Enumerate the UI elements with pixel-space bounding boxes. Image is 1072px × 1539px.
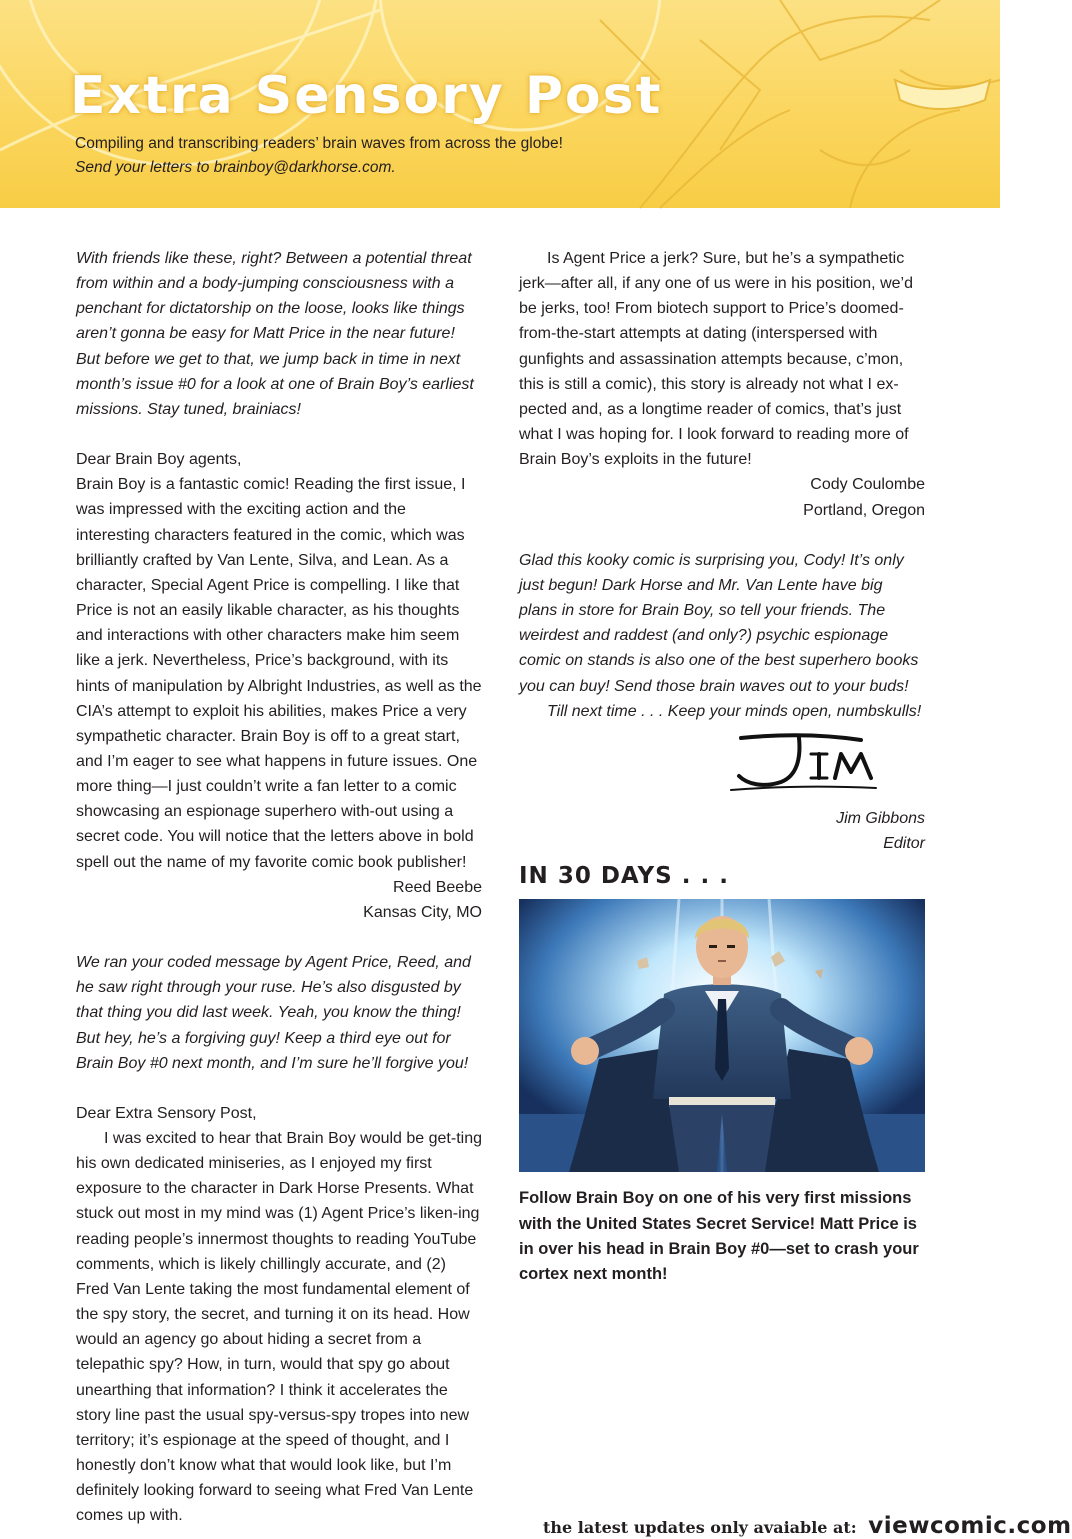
letter-2-paragraph-1: I was excited to hear that Brain Boy would be get-ting his own dedicated miniseries, as I enjoyed my first exposure to the character in Dark Horse Presents. What stuck out most in my mind was (1) Agent Price’s liken-ing reading people’s innermost thoughts to reading YouTube comments, which is likely chillingly accurate, and (2) Fred Van Lente taking the most fundamental element of the spy story, the secret, and turning it on its head. How would an agency go about hiding a secret from a telepathic spy? How, in turn, would that spy go about unearthing that information? I think it accelerates the story line past the usual spy-versus-spy tropes into new territory; it’s espionage at the speed of thought, and I honestly don’t know what that would look like, but I’m definitely looking forward to seeing what Fred Van Lente comes up with. [76,1130,482,1525]
banner-subtitle: Compiling and transcribing readers’ brain waves from across the globe! [75,135,563,152]
letter-2-location: Portland, Oregon [803,501,925,519]
footer-notice-text: the latest updates only avaiable at: [543,1518,857,1537]
right-column [519,246,925,1287]
footer-site-link[interactable]: viewcomic.com [868,1513,1072,1539]
editor-reply-2: Glad this kooky comic is surprising you, Cody! It’s only just begun! Dark Horse and Mr. Van Lente have big plans in store for Brain Boy, so tell your friends. The weirdest and raddest (and only?) psychic espionage comic on stands is also one of the best superhero books you can buy! Send those brain waves out to your buds! [519,551,919,695]
letter-1-location: Kansas City, MO [363,903,482,921]
letter-1-salutation: Dear Brain Boy agents, [76,451,242,469]
editor-intro: With friends like these, right? Between a potential threat from within and a body-jumping consciousness with a penchant for dictatorship on the loose, looks like things aren’t gonna be easy for Matt Price in the near future! But before we get to that, we jump back in time in next month’s issue #0 for a look at one of Brain Boy’s earliest missions. Stay tuned, brainiacs! [76,250,474,418]
letter-2-author: Cody Coulombe [810,476,925,494]
handwritten-signature-mark [711,728,891,798]
editor-signoff: Till next time . . . Keep your minds open, numbskulls! [547,702,922,720]
editor-signature [519,724,925,806]
page-header-banner [0,0,1000,208]
letter-1-author: Reed Beebe [393,878,482,896]
left-column [76,246,482,1529]
letter-2-salutation: Dear Extra Sensory Post, [76,1104,257,1122]
editor-reply-1: We ran your coded message by Agent Price, Reed, and he saw right through your ruse. He’s also disgusted by that thing you did last week. Yeah, you know the thing! But hey, he’s a forgiving guy! Keep a third eye out for Brain Boy #0 next month, and I’m sure he’ll forgive you! [76,954,471,1072]
letter-1-body: Brain Boy is a fantastic comic! Reading the first issue, I was impressed with the exciting action and the interesting characters featured in the comic, which was brilliantly crafted by Van Lente, Silva, and Lean. As a character, Special Agent Price is compelling. I like that Price is not an easily likable character, as his thoughts and interactions with other characters make him seem like a jerk. Nevertheless, Price’s background, with its hints of manipulation by Albright Industries, as well as the CIA’s attempt to exploit his abilities, makes Price a very sympathetic character. Brain Boy is off to a great start, and I’m eager to see what happens in future issues. One more thing—I just couldn’t write a fan letter to a comic showcasing an espionage superhero with-out using a secret code. You will notice that the letters above in bold spell out the name of my favorite comic book publisher! [76,476,482,871]
submission-address: Send your letters to brainboy@darkhorse.com. [75,159,396,176]
banner-subtitle-block [75,132,563,180]
editor-title: Editor [883,834,925,852]
column-title: Extra Sensory Post [70,66,663,126]
preview-description: Follow Brain Boy on one of his very first missions with the United States Secret Service! Matt Price is in over his head in Brain Boy #0—set to crash your cortex next month! [519,1189,919,1284]
letter-2-paragraph-2: Is Agent Price a jerk? Sure, but he’s a sympathetic jerk—after all, if any one of us were in his position, we’d be jerks, too! From biotech support to Price’s doomed-from-the-start attempts at dating (interspersed with gunfights and assassination attempts because, c’mon, this is still a comic), this story is already not what I ex-pected and, as a longtime reader of comics, that’s just what I was hoping for. I look forward to reading more of Brain Boy’s exploits in the future! [519,250,913,469]
preview-heading: IN 30 DAYS . . . [519,863,729,890]
editor-name: Jim Gibbons [836,809,925,827]
footer-notice [543,1513,1072,1539]
next-issue-cover-image [519,899,925,1172]
